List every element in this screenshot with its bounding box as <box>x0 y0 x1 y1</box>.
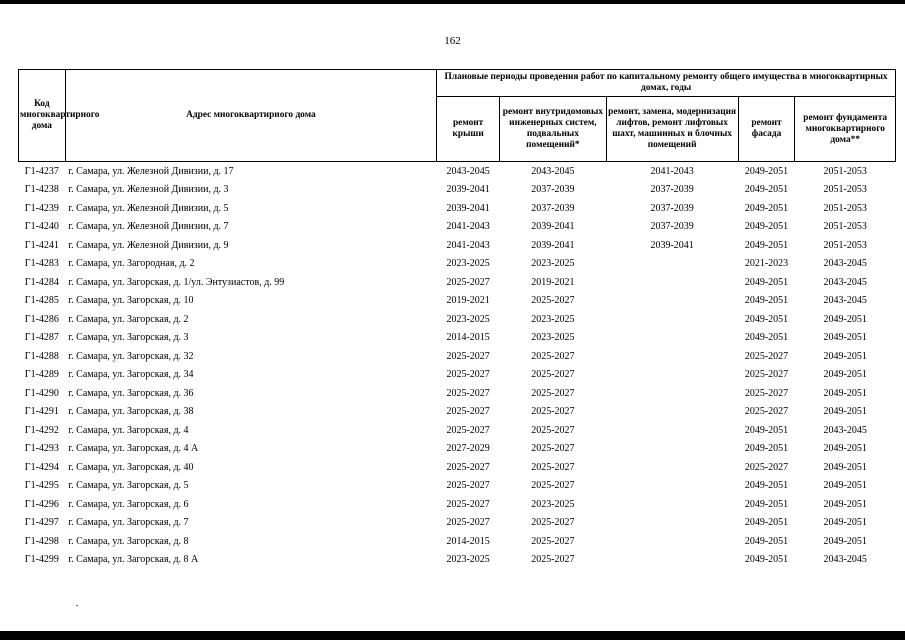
cell-roof: 2025-2027 <box>446 406 490 418</box>
cell-systems: 2023-2025 <box>531 498 575 510</box>
cell-systems: 2039-2041 <box>531 239 575 251</box>
cell-foundation: 2051-2053 <box>823 239 867 251</box>
scan-speck <box>76 605 78 606</box>
page-number: 162 <box>444 35 461 47</box>
bottom-border-bar <box>0 631 905 640</box>
cell-roof: 2041-2043 <box>446 239 490 251</box>
cell-systems: 2023-2025 <box>531 332 575 344</box>
cell-facade: 2049-2051 <box>744 295 789 307</box>
cell-foundation: 2049-2051 <box>823 387 867 399</box>
cell-facade: 2049-2051 <box>744 554 789 566</box>
cell-roof: 2025-2027 <box>446 517 490 529</box>
cell-lifts <box>606 347 738 366</box>
cell-code: Г1-4241 <box>24 239 59 251</box>
cell-roof: 2025-2027 <box>446 498 490 510</box>
header-facade: ремонт фасада <box>738 97 795 162</box>
cell-address: г. Самара, ул. Загорская, д. 2 <box>68 313 189 325</box>
cell-address: г. Самара, ул. Загорская, д. 36 <box>68 387 194 399</box>
cell-lifts <box>606 514 738 533</box>
cell-lifts <box>606 366 738 385</box>
cell-roof: 2014-2015 <box>446 535 490 547</box>
cell-address: г. Самара, ул. Загорская, д. 1/ул. Энтузиастов, д. 99 <box>68 276 285 288</box>
cell-systems: 2039-2041 <box>531 221 575 233</box>
cell-facade: 2049-2051 <box>744 221 789 233</box>
cell-code: Г1-4290 <box>24 387 59 399</box>
cell-address: г. Самара, ул. Железной Дивизии, д. 9 <box>68 239 229 251</box>
cell-address: г. Самара, ул. Железной Дивизии, д. 17 <box>68 165 234 177</box>
cell-code: Г1-4284 <box>24 276 59 288</box>
cell-systems: 2023-2025 <box>531 258 575 270</box>
cell-code: Г1-4297 <box>24 517 59 529</box>
cell-code: Г1-4286 <box>24 313 59 325</box>
cell-foundation: 2049-2051 <box>823 480 867 492</box>
cell-foundation: 2049-2051 <box>823 498 867 510</box>
table-row <box>19 181 896 200</box>
cell-roof: 2019-2021 <box>446 295 490 307</box>
repair-schedule-table <box>18 69 896 569</box>
cell-facade: 2049-2051 <box>744 424 789 436</box>
cell-lifts <box>606 458 738 477</box>
header-code: Код многоквартирного дома <box>19 70 66 162</box>
cell-address: г. Самара, ул. Железной Дивизии, д. 3 <box>68 184 229 196</box>
table-row <box>19 292 896 311</box>
cell-lifts: 2037-2039 <box>650 202 694 214</box>
table-row <box>19 199 896 218</box>
table-row <box>19 347 896 366</box>
cell-roof: 2025-2027 <box>446 424 490 436</box>
cell-roof: 2025-2027 <box>446 350 490 362</box>
cell-facade: 2049-2051 <box>744 443 789 455</box>
table-row <box>19 477 896 496</box>
cell-code: Г1-4289 <box>24 369 59 381</box>
cell-code: Г1-4298 <box>24 535 59 547</box>
cell-facade: 2025-2027 <box>744 406 789 418</box>
cell-systems: 2023-2025 <box>531 313 575 325</box>
cell-address: г. Самара, ул. Загорская, д. 6 <box>68 498 189 510</box>
cell-code: Г1-4294 <box>24 461 59 473</box>
cell-facade: 2049-2051 <box>744 313 789 325</box>
cell-address: г. Самара, ул. Загорская, д. 4 <box>68 424 189 436</box>
cell-address: г. Самара, ул. Загорская, д. 4 А <box>68 443 199 455</box>
cell-roof: 2025-2027 <box>446 387 490 399</box>
cell-address: г. Самара, ул. Загорская, д. 8 <box>68 535 189 547</box>
cell-foundation: 2049-2051 <box>823 535 867 547</box>
table-row <box>19 532 896 551</box>
cell-lifts <box>606 384 738 403</box>
cell-code: Г1-4295 <box>24 480 59 492</box>
cell-code: Г1-4237 <box>24 165 59 177</box>
cell-lifts <box>606 273 738 292</box>
cell-systems: 2025-2027 <box>531 369 575 381</box>
table-row <box>19 366 896 385</box>
cell-address: г. Самара, ул. Загорская, д. 40 <box>68 461 194 473</box>
cell-facade: 2049-2051 <box>744 184 789 196</box>
cell-code: Г1-4299 <box>24 554 59 566</box>
cell-foundation: 2049-2051 <box>823 350 867 362</box>
cell-lifts <box>606 310 738 329</box>
cell-lifts <box>606 403 738 422</box>
cell-code: Г1-4292 <box>24 424 59 436</box>
cell-systems: 2037-2039 <box>531 184 575 196</box>
cell-lifts: 2037-2039 <box>650 184 694 196</box>
cell-lifts <box>606 551 738 570</box>
table-row <box>19 440 896 459</box>
cell-foundation: 2049-2051 <box>823 443 867 455</box>
cell-code: Г1-4283 <box>24 258 59 270</box>
cell-systems: 2025-2027 <box>531 480 575 492</box>
cell-foundation: 2043-2045 <box>823 424 867 436</box>
cell-code: Г1-4239 <box>24 202 59 214</box>
cell-address: г. Самара, ул. Загорская, д. 7 <box>68 517 189 529</box>
cell-systems: 2025-2027 <box>531 387 575 399</box>
header-address: Адрес многоквартирного дома <box>65 70 436 162</box>
cell-lifts <box>606 495 738 514</box>
cell-foundation: 2043-2045 <box>823 276 867 288</box>
cell-code: Г1-4291 <box>24 406 59 418</box>
cell-roof: 2043-2045 <box>446 165 490 177</box>
cell-lifts <box>606 477 738 496</box>
cell-facade: 2049-2051 <box>744 480 789 492</box>
cell-facade: 2025-2027 <box>744 369 789 381</box>
cell-facade: 2025-2027 <box>744 461 789 473</box>
table-row <box>19 273 896 292</box>
cell-systems: 2025-2027 <box>531 406 575 418</box>
cell-address: г. Самара, ул. Загорская, д. 8 А <box>68 554 199 566</box>
cell-foundation: 2051-2053 <box>823 165 867 177</box>
cell-address: г. Самара, ул. Железной Дивизии, д. 5 <box>68 202 229 214</box>
cell-foundation: 2043-2045 <box>823 554 867 566</box>
cell-systems: 2025-2027 <box>531 295 575 307</box>
cell-systems: 2043-2045 <box>531 165 575 177</box>
cell-facade: 2025-2027 <box>744 350 789 362</box>
table-row <box>19 495 896 514</box>
cell-lifts <box>606 421 738 440</box>
cell-roof: 2025-2027 <box>446 461 490 473</box>
cell-foundation: 2049-2051 <box>823 313 867 325</box>
cell-facade: 2049-2051 <box>744 276 789 288</box>
cell-facade: 2049-2051 <box>744 165 789 177</box>
cell-lifts <box>606 292 738 311</box>
cell-lifts <box>606 532 738 551</box>
cell-roof: 2025-2027 <box>446 276 490 288</box>
header-lifts: ремонт, замена, модернизация лифтов, ремонт лифтовых шахт, машинных и блочных помещений <box>606 97 738 162</box>
cell-foundation: 2049-2051 <box>823 369 867 381</box>
table-row <box>19 218 896 237</box>
cell-address: г. Самара, ул. Загорская, д. 34 <box>68 369 194 381</box>
cell-code: Г1-4293 <box>24 443 59 455</box>
cell-code: Г1-4285 <box>24 295 59 307</box>
cell-foundation: 2043-2045 <box>823 258 867 270</box>
cell-roof: 2041-2043 <box>446 221 490 233</box>
cell-lifts <box>606 329 738 348</box>
cell-facade: 2049-2051 <box>744 498 789 510</box>
cell-systems: 2025-2027 <box>531 443 575 455</box>
table-row <box>19 255 896 274</box>
cell-foundation: 2051-2053 <box>823 221 867 233</box>
cell-roof: 2023-2025 <box>446 554 490 566</box>
cell-foundation: 2049-2051 <box>823 406 867 418</box>
table-body <box>19 162 896 570</box>
header-planned-periods: Плановые периоды проведения работ по капитальному ремонту общего имущества в многоквартирных домах, годы <box>437 70 896 97</box>
cell-code: Г1-4240 <box>24 221 59 233</box>
cell-systems: 2037-2039 <box>531 202 575 214</box>
table-row <box>19 236 896 255</box>
cell-roof: 2025-2027 <box>446 480 490 492</box>
cell-lifts: 2037-2039 <box>650 221 694 233</box>
cell-lifts <box>606 440 738 459</box>
table-row <box>19 514 896 533</box>
cell-code: Г1-4238 <box>24 184 59 196</box>
cell-roof: 2027-2029 <box>446 443 490 455</box>
header-roof: ремонт крыши <box>437 97 500 162</box>
cell-systems: 2025-2027 <box>531 461 575 473</box>
table-row <box>19 162 896 181</box>
cell-roof: 2014-2015 <box>446 332 490 344</box>
top-border-bar <box>0 0 905 4</box>
cell-code: Г1-4296 <box>24 498 59 510</box>
cell-roof: 2039-2041 <box>446 184 490 196</box>
header-foundation: ремонт фундамента многоквартирного дома** <box>795 97 896 162</box>
cell-systems: 2025-2027 <box>531 535 575 547</box>
header-systems: ремонт внутридомовых инженерных систем, подвальных помещений* <box>500 97 607 162</box>
cell-code: Г1-4288 <box>24 350 59 362</box>
cell-address: г. Самара, ул. Загорская, д. 3 <box>68 332 189 344</box>
cell-address: г. Самара, ул. Загорская, д. 10 <box>68 295 194 307</box>
cell-foundation: 2049-2051 <box>823 461 867 473</box>
cell-roof: 2039-2041 <box>446 202 490 214</box>
cell-systems: 2025-2027 <box>531 350 575 362</box>
cell-facade: 2049-2051 <box>744 332 789 344</box>
cell-lifts: 2041-2043 <box>650 165 694 177</box>
cell-foundation: 2051-2053 <box>823 202 867 214</box>
table-row <box>19 458 896 477</box>
cell-address: г. Самара, ул. Загорская, д. 32 <box>68 350 194 362</box>
cell-foundation: 2051-2053 <box>823 184 867 196</box>
cell-systems: 2019-2021 <box>531 276 575 288</box>
cell-facade: 2049-2051 <box>744 535 789 547</box>
cell-roof: 2023-2025 <box>446 313 490 325</box>
cell-address: г. Самара, ул. Загорская, д. 5 <box>68 480 189 492</box>
cell-address: г. Самара, ул. Загородная, д. 2 <box>68 258 195 270</box>
cell-foundation: 2049-2051 <box>823 517 867 529</box>
cell-lifts <box>606 255 738 274</box>
table-row <box>19 329 896 348</box>
cell-facade: 2021-2023 <box>744 258 789 270</box>
table-row <box>19 403 896 422</box>
cell-systems: 2025-2027 <box>531 424 575 436</box>
cell-facade: 2049-2051 <box>744 517 789 529</box>
cell-roof: 2025-2027 <box>446 369 490 381</box>
cell-foundation: 2043-2045 <box>823 295 867 307</box>
cell-address: г. Самара, ул. Железной Дивизии, д. 7 <box>68 221 229 233</box>
cell-systems: 2025-2027 <box>531 554 575 566</box>
cell-facade: 2049-2051 <box>744 202 789 214</box>
table-row <box>19 310 896 329</box>
table-row <box>19 421 896 440</box>
cell-address: г. Самара, ул. Загорская, д. 38 <box>68 406 194 418</box>
cell-roof: 2023-2025 <box>446 258 490 270</box>
cell-lifts: 2039-2041 <box>650 239 694 251</box>
cell-code: Г1-4287 <box>24 332 59 344</box>
cell-foundation: 2049-2051 <box>823 332 867 344</box>
cell-facade: 2025-2027 <box>744 387 789 399</box>
cell-systems: 2025-2027 <box>531 517 575 529</box>
table-row <box>19 551 896 570</box>
table-row <box>19 384 896 403</box>
cell-facade: 2049-2051 <box>744 239 789 251</box>
